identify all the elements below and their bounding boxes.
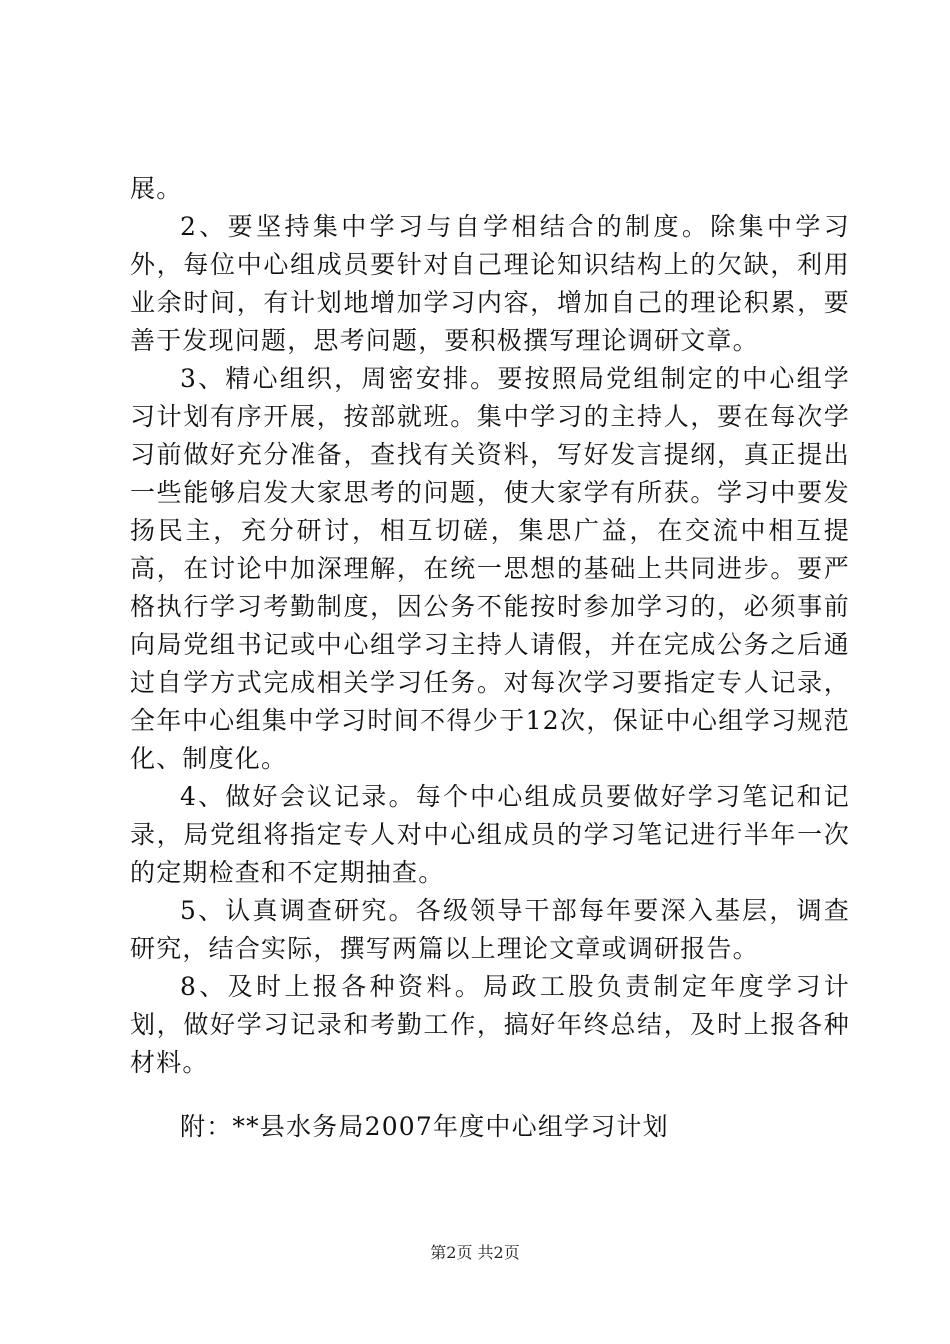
document-body xyxy=(130,170,850,1146)
paragraph-item-4: 4、做好会议记录。每个中心组成员要做好学习笔记和记录，局党组将指定专人对中心组成员的学习笔记进行半年一次的定期检查和不定期抽查。 xyxy=(130,782,850,887)
paragraph-item-3: 3、精心组织，周密安排。要按照局党组制定的中心组学习计划有序开展，按部就班。集中学习的主持人，要在每次学习前做好充分准备，查找有关资料，写好发言提纲，真正提出一些能够启发大家思考的问题，使大家学有所获。学习中要发扬民主，充分研讨，相互切磋，集思广益，在交流中相互提高，在讨论中加深理解，在统一思想的基础上共同进步。要严格执行学习考勤制度，因公务不能按时参加学习的，必须事前向局党组书记或中心组学习主持人请假，并在完成公务之后通过自学方式完成相关学习任务。对每次学习要指定专人记录，全年中心组集中学习时间不得少于12次，保证中心组学习规范化、制度化。 xyxy=(130,364,850,773)
paragraph-item-8: 8、及时上报各种资料。局政工股负责制定年度学习计划，做好学习记录和考勤工作，搞好年终总结，及时上报各种材料。 xyxy=(130,972,850,1077)
paragraph-continuation: 展。 xyxy=(130,174,183,203)
appendix-line: 附：**县水务局2007年度中心组学习计划 xyxy=(180,1112,669,1141)
paragraph-item-2: 2、要坚持集中学习与自学相结合的制度。除集中学习外，每位中心组成员要针对自己理论知识结构上的欠缺，利用业余时间，有计划地增加学习内容，增加自己的理论积累，要善于发现问题，思考问题，要积极撰写理论调研文章。 xyxy=(130,212,850,355)
paragraph-item-5: 5、认真调查研究。各级领导干部每年要深入基层，调查研究，结合实际，撰写两篇以上理论文章或调研报告。 xyxy=(130,896,850,963)
page-number-footer: 第2页 共2页 xyxy=(430,1243,520,1262)
